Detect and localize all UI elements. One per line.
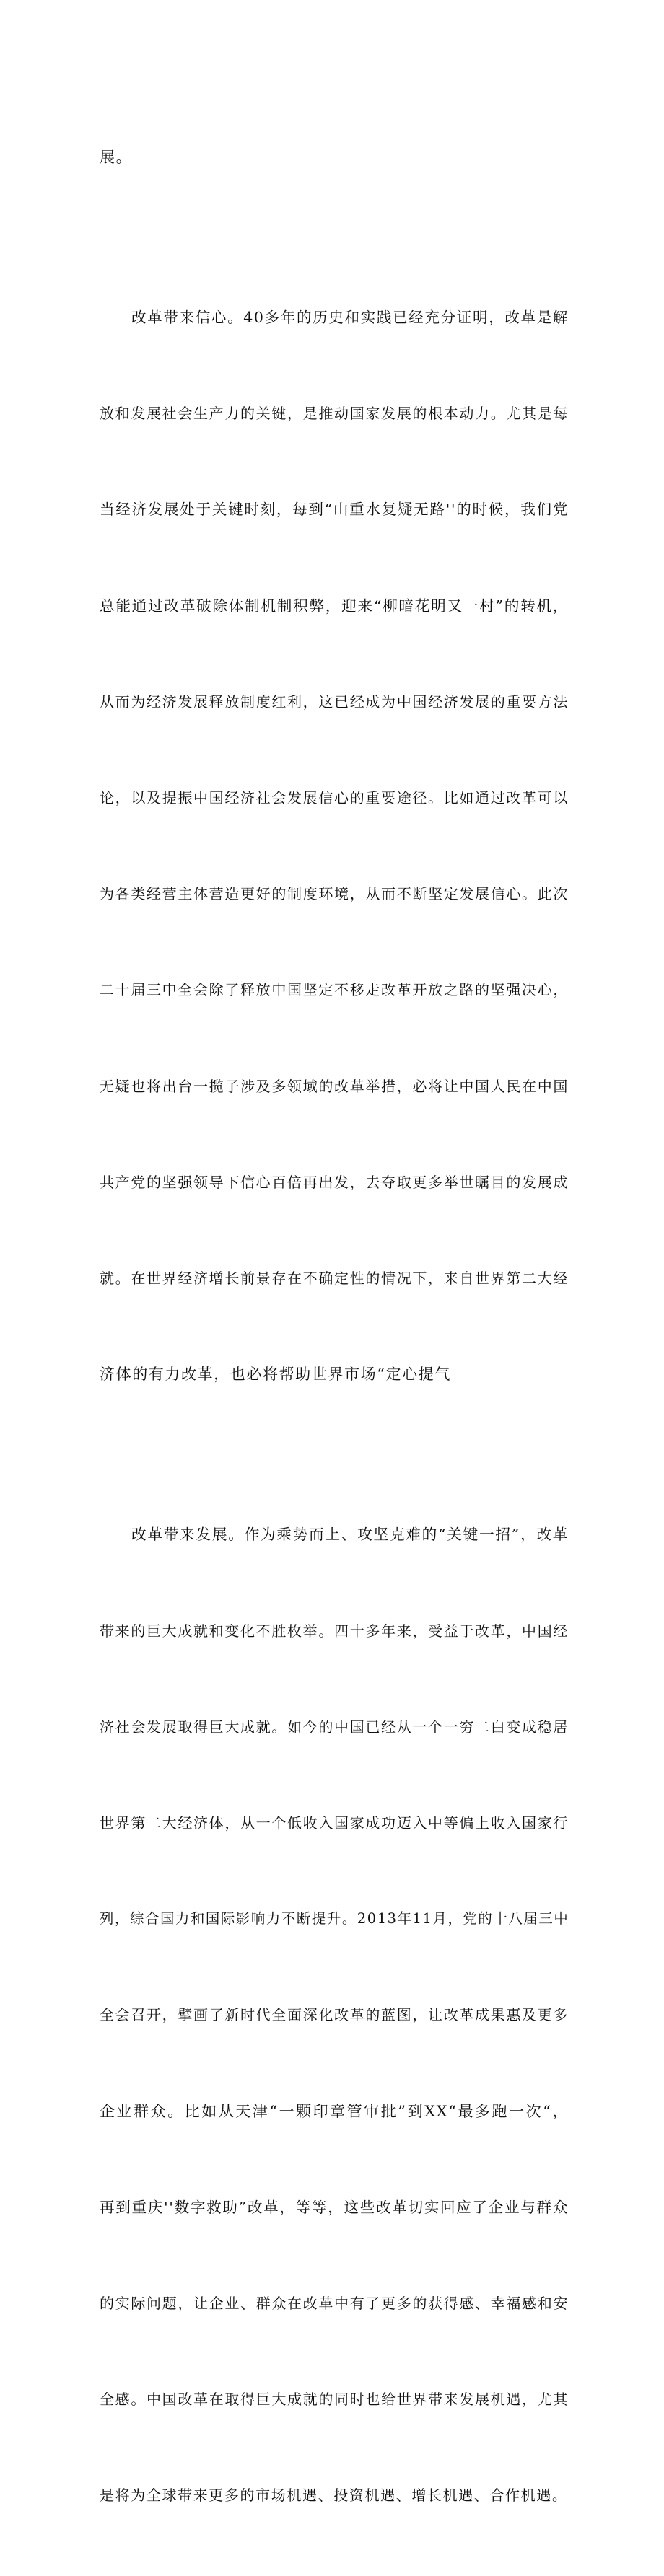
- paragraph-1: [100, 77, 569, 237]
- text-line: 改革带来发展。作为乘势而上、攻坚克难的“关键一招”，改革: [131, 1526, 569, 1544]
- text-line: 为各类经营主体营造更好的制度环境，从而不断坚定发展信心。此次: [100, 885, 569, 903]
- text-line: 世界第二大经济体，从一个低收入国家成功迈入中等偏上收入国家行: [100, 1814, 569, 1832]
- paragraph-3: [100, 1454, 569, 2575]
- text-line: 共产党的坚强领导下信心百倍再出发，去夺取更多举世瞩目的发展成: [100, 1173, 569, 1191]
- text-line: 就。在世界经济增长前景存在不确定性的情况下，来自世界第二大经: [100, 1270, 569, 1288]
- text-line: 总能通过改革破除体制机制积弊，迎来“柳暗花明又一村”的转机，: [100, 597, 569, 615]
- text-line: 无疑也将出台一揽子涉及多领域的改革举措，必将让中国人民在中国: [100, 1077, 569, 1095]
- text-line: 的实际问题，让企业、群众在改革中有了更多的获得感、幸福感和安: [100, 2295, 569, 2313]
- text-line: 放和发展社会生产力的关键，是推动国家发展的根本动力。尤其是每: [100, 405, 569, 423]
- text-line: 全会召开，擘画了新时代全面深化改革的蓝图，让改革成果惠及更多: [100, 2006, 569, 2024]
- text-line: 再到重庆''数字救助”改革，等等，这些改革切实回应了企业与群众: [100, 2198, 569, 2216]
- text-line: 济体的有力改革，也必将帮助世界市场“定心提气: [100, 1366, 451, 1384]
- text-line: 企业群众。比如从天津“一颗印章管审批”到XX“最多跑一次“，: [100, 2102, 569, 2120]
- text-line: 二十届三中全会除了释放中国坚定不移走改革开放之路的坚强决心，: [100, 981, 569, 999]
- text-line: 展。: [100, 148, 133, 166]
- text-line: 从而为经济发展释放制度红利，这已经成为中国经济发展的重要方法: [100, 693, 569, 711]
- text-line: 全感。中国改革在取得巨大成就的同时也给世界带来发展机遇，尤其: [100, 2391, 569, 2409]
- paragraph-2: [100, 237, 569, 1454]
- text-line: 改革带来信心。40多年的历史和实践已经充分证明，改革是解: [131, 308, 569, 326]
- text-line: 是将为全球带来更多的市场机遇、投资机遇、增长机遇、合作机遇。: [100, 2487, 568, 2505]
- text-line: 带来的巨大成就和变化不胜枚举。四十多年来，受益于改革，中国经: [100, 1622, 569, 1640]
- text-line: 列，综合国力和国际影响力不断提升。2013年11月，党的十八届三中: [100, 1910, 569, 1927]
- document-body: [100, 77, 569, 2576]
- text-line: 济社会发展取得巨大成就。如今的中国已经从一个一穷二白变成稳居: [100, 1718, 569, 1736]
- text-line: 论，以及提振中国经济社会发展信心的重要途径。比如通过改革可以: [100, 788, 569, 806]
- text-line: 当经济发展处于关键时刻，每到“山重水复疑无路''的时候，我们党: [100, 501, 569, 519]
